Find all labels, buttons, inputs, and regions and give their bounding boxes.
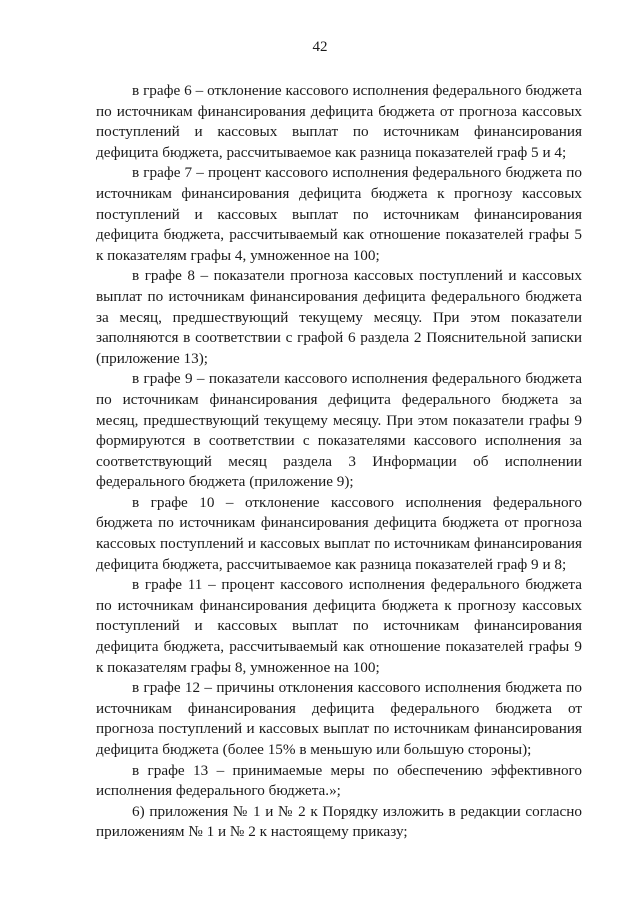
paragraph-item-6: 6) приложения № 1 и № 2 к Порядку изложить в редакции согласно приложениям № 1 и № 2 к настоящему приказу;: [96, 802, 582, 841]
paragraph-column-9: в графе 9 – показатели кассового исполнения федерального бюджета по источникам финансирования дефицита федерального бюджета за месяц, предшествующий текущему месяцу. При этом показатели графы 9 формируются в соответствии с показателями кассового исполнения за соответствующий месяц раздела 3 Информации об исполнении федерального бюджета (приложение 9);: [96, 370, 582, 491]
paragraph-column-12: в графе 12 – причины отклонения кассового исполнения бюджета по источникам финансирования дефицита федерального бюджета от прогноза поступлений и кассовых выплат по источникам финансирования дефицита бюджета (более 15% в меньшую или большую стороны);: [96, 679, 582, 758]
paragraph-column-13: в графе 13 – принимаемые меры по обеспечению эффективного исполнения федерального бюджета.»;: [96, 761, 582, 800]
paragraph-column-6: в графе 6 – отклонение кассового исполнения федерального бюджета по источникам финансирования дефицита бюджета от прогноза кассовых поступлений и кассовых выплат по источникам финансирования дефицита бюджета, рассчитываемое как разница показателей граф 5 и 4;: [96, 82, 582, 161]
paragraph-column-7: в графе 7 – процент кассового исполнения федерального бюджета по источникам финансирования дефицита бюджета к прогнозу кассовых поступлений и кассовых выплат по источникам финансирования дефицита бюджета, рассчитываемый как отношение показателей графы 5 к показателям графы 4, умноженное на 100;: [96, 164, 582, 264]
document-body: [96, 81, 582, 843]
paragraph-column-8: в графе 8 – показатели прогноза кассовых поступлений и кассовых выплат по источникам финансирования дефицита федерального бюджета за месяц, предшествующий текущему месяцу. При этом показатели заполняются в соответствии с графой 6 раздела 2 Пояснительной записки (приложение 13);: [96, 267, 582, 367]
page-number: 42: [312, 39, 328, 55]
paragraph-column-10: в графе 10 – отклонение кассового исполнения федерального бюджета по источникам финансирования дефицита бюджета от прогноза кассовых поступлений и кассовых выплат по источникам финансирования дефицита бюджета, рассчитываемое как разница показателей граф 9 и 8;: [96, 493, 582, 573]
paragraph-column-11: в графе 11 – процент кассового исполнения федерального бюджета по источникам финансирования дефицита бюджета к прогнозу кассовых поступлений и кассовых выплат по источникам финансирования дефицита бюджета, рассчитываемый как отношение показателей графы 9 к показателям графы 8, умноженное на 100;: [96, 576, 582, 676]
